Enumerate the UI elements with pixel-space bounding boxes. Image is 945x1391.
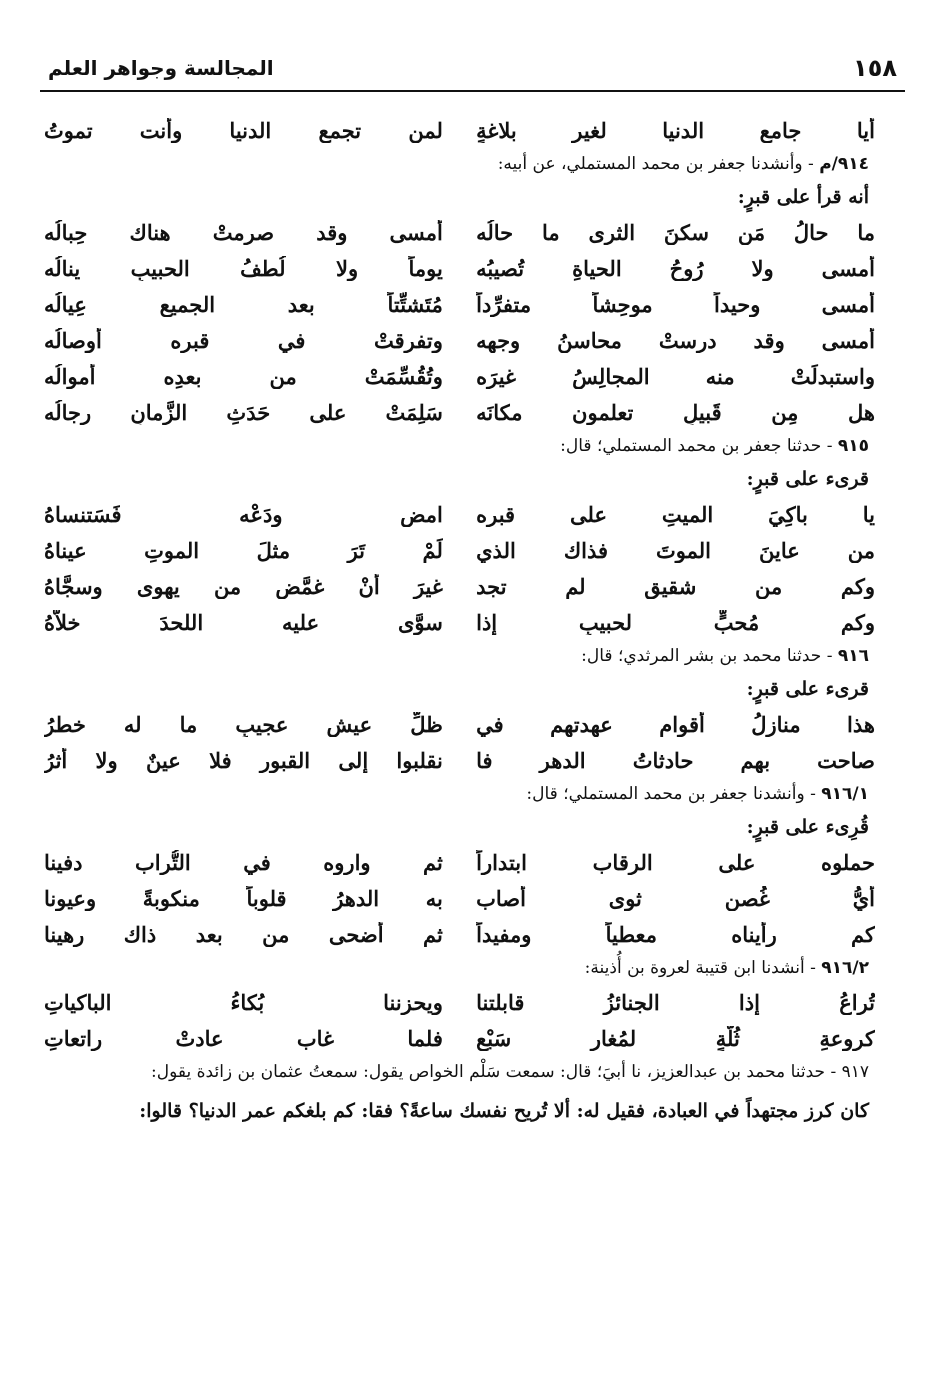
poem-verse <box>44 706 875 742</box>
poem-verse <box>44 214 875 250</box>
narration-text: - وأنشدنا جعفر بن محمد المستملي؛ قال: <box>526 784 822 804</box>
narration-text: - وأنشدنا جعفر بن محمد المستملي، عن أبيه: <box>497 154 820 174</box>
verse-second-hemistich: سوَّى عليه اللحدَ خلاَّهُ <box>44 609 443 635</box>
narration-text: - حدثنا محمد بن عبدالعزيز، نا أبيَ؛ قال: سمعت سَلْم الخواص يقول: سمعتُ عثمان بن زائدة يقول: <box>151 1062 842 1082</box>
entry-number: ٩١٦/٢ <box>821 958 869 978</box>
narration-line <box>44 430 875 462</box>
poem-verse <box>44 250 875 286</box>
poem-verse <box>44 286 875 322</box>
poem-verse <box>44 916 875 952</box>
page-header <box>40 50 905 92</box>
verse-second-hemistich: ظلِّ عيشٍ عجيبٍ ما له خطرُ <box>44 711 443 737</box>
running-title: المجالسة وجواهر العلم <box>48 56 274 80</box>
verse-second-hemistich: ثم واروه في التُّراب دفينا <box>44 849 443 875</box>
verse-first-hemistich: كروعةِ ثُلَّةٍ لمُغارِ سَبْعٍ <box>476 1025 875 1051</box>
verse-first-hemistich: يا باكِيَ الميتِ على قبرِه <box>476 501 875 527</box>
entry-number: ٩١٦ <box>837 646 869 666</box>
poem-verse <box>44 1020 875 1056</box>
verse-second-hemistich: سَلِمَتْ على حَدَثِ الزَّمانِ رِجالُه <box>44 399 443 425</box>
verse-first-hemistich: واستبدلَتْ منه المجالِسُ غيرَه <box>476 363 875 389</box>
verse-first-hemistich: أيا جامع الدنيا لغير بلاغةٍ <box>476 117 875 143</box>
verse-first-hemistich: أيُّ غُصنٍ ثوى أصاب <box>476 885 875 911</box>
verse-second-hemistich: مُتَشتِّتاً بعد الجميعِ عِيالُه <box>44 291 443 317</box>
verse-first-hemistich: هذا منازلُ أقوامٍ عهدتهم في <box>476 711 875 737</box>
poem-verse <box>44 568 875 604</box>
verse-first-hemistich: تُراعُ إذا الجنائزُ قابلتنا <box>476 989 875 1015</box>
verse-first-hemistich: أمسى ولا رُوحُ الحياةِ تُصيبُه <box>476 255 875 281</box>
inscription-heading: قُرِىء على قبرٍ: <box>746 816 869 838</box>
verse-second-hemistich: ثم أضحى من بعد ذاك رهينا <box>44 921 443 947</box>
inscription-heading: قرىء على قبرٍ: <box>746 468 869 490</box>
verse-first-hemistich: حملوه على الرقاب ابتداراً <box>476 849 875 875</box>
closing-paragraph: كان كرز مجتهداً في العبادة، فقيل له: ألا تُريح نفسك ساعةً؟ فقا: كم بلغكم عمر الدنيا؟ قالوا: <box>139 1100 869 1122</box>
verse-second-hemistich: فلما غاب عادتْ راتعاتِ <box>44 1025 443 1051</box>
page-number: ١٥٨ <box>853 54 897 82</box>
verse-second-hemistich: لمن تجمع الدنيا وأنت تموتُ <box>44 117 443 143</box>
verse-second-hemistich: غيرَ أنْ غمَّض من يهوى وسجَّاهُ <box>44 573 443 599</box>
verse-first-hemistich: ما حالُ مَن سكنَ الثرى ما حالُه <box>476 219 875 245</box>
poem-verse <box>44 604 875 640</box>
verse-second-hemistich: امضِ ودَعْه فَسَتنساهُ <box>44 501 443 527</box>
poem-verse <box>44 496 875 532</box>
poem-verse <box>44 984 875 1020</box>
verse-first-hemistich: أمسى وقد درستْ محاسنُ وجهِه <box>476 327 875 353</box>
inscription-heading: أنه قرأ على قبرٍ: <box>737 186 869 208</box>
verse-first-hemistich: من عاينَ الموتَ فذاك الذي <box>476 537 875 563</box>
entry-number: ٩١٥ <box>837 436 869 456</box>
entry-number: ٩١٦/١ <box>821 784 869 804</box>
narration-line <box>44 778 875 810</box>
verse-first-hemistich: كم رأيناه معطياً ومفيداً <box>476 921 875 947</box>
verse-first-hemistich: صاحت بهم حادثاتُ الدهر فا <box>476 747 875 773</box>
entry-number: ٩١٤/م <box>819 154 869 174</box>
verse-second-hemistich: به الدهرُ قلوباً منكوبةً وعيونا <box>44 885 443 911</box>
narration-line <box>44 952 875 984</box>
verse-first-hemistich: وكم مُحبٍّ لحبيبٍ إذا <box>476 609 875 635</box>
verse-second-hemistich: ويحزننا بُكاءُ الباكياتِ <box>44 989 443 1015</box>
inscription-heading: قرىء على قبرٍ: <box>746 678 869 700</box>
poem-verse <box>44 112 875 148</box>
poem-verse <box>44 322 875 358</box>
poem-verse <box>44 844 875 880</box>
poem-verse <box>44 742 875 778</box>
narration-line <box>44 148 875 180</box>
verse-second-hemistich: لَمْ تَرَ مثلَ الموتِ عيناهُ <box>44 537 443 563</box>
verse-second-hemistich: وتُقُسِّمَتْ من بعدِه أموالُه <box>44 363 443 389</box>
narration-text: - حدثنا محمد بن بشر المرثدي؛ قال: <box>581 646 838 666</box>
poem-verse <box>44 532 875 568</box>
narration-line <box>44 640 875 672</box>
entry-number: ٩١٧ <box>841 1062 869 1082</box>
page-body <box>44 112 875 1128</box>
narration-text: - حدثنا جعفر بن محمد المستملي؛ قال: <box>560 436 838 456</box>
narration-paragraph <box>44 1056 875 1088</box>
verse-second-hemistich: وتفرقتْ في قبرِه أوصالُه <box>44 327 443 353</box>
verse-first-hemistich: أمسى وحيداً موحِشاً متفرِّداً <box>476 291 875 317</box>
poem-verse <box>44 358 875 394</box>
narration-text: - أنشدنا ابن قتيبة لعروة بن أُذينة: <box>584 958 822 978</box>
poem-verse <box>44 394 875 430</box>
poem-verse <box>44 880 875 916</box>
verse-second-hemistich: يوماً ولا لُطفُ الحبيبِ ينالُه <box>44 255 443 281</box>
verse-first-hemistich: وكم من شقيقٍ لم تجد <box>476 573 875 599</box>
verse-second-hemistich: أمسى وقد صرمتْ هناك حِبالُه <box>44 219 443 245</box>
verse-first-hemistich: هل مِن قَبيلٍ تعلمون مكانَه <box>476 399 875 425</box>
verse-second-hemistich: نقلبوا إلى القبور فلا عينٌ ولا أثرُ <box>44 747 443 773</box>
